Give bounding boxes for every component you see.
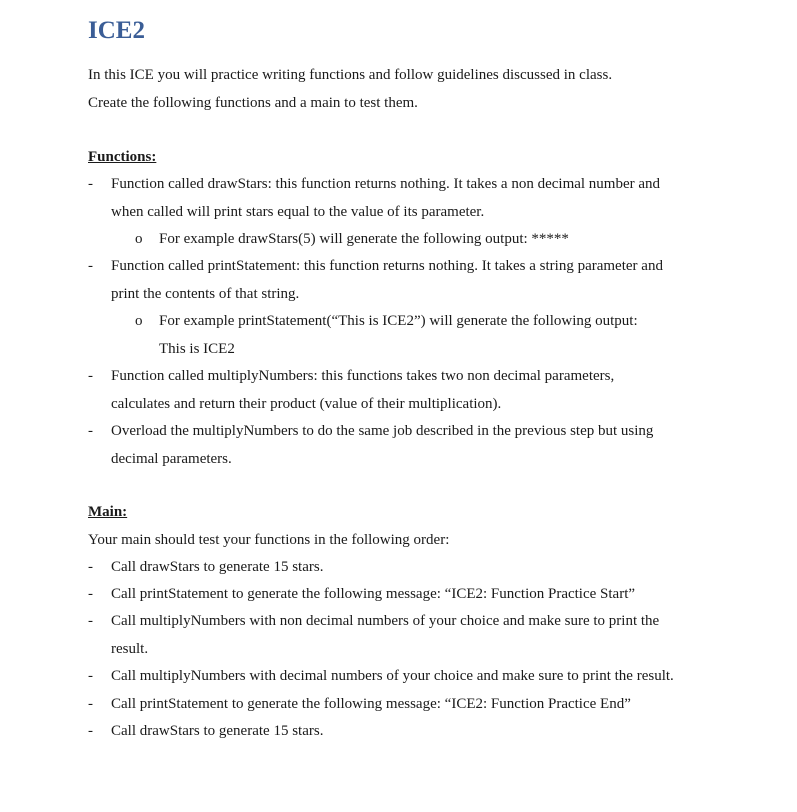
main-heading: Main:	[88, 504, 128, 520]
bullet-marker: -	[88, 258, 93, 274]
list-item-line: when called will print stars equal to the value of its parameter.	[111, 204, 485, 220]
bullet-marker: -	[88, 176, 93, 192]
sub-item-line: For example printStatement(“This is ICE2”) will generate the following output:	[159, 313, 638, 329]
bullet-marker: -	[88, 668, 93, 684]
list-item-line: Call drawStars to generate 15 stars.	[111, 723, 324, 739]
intro-line: In this ICE you will practice writing functions and follow guidelines discussed in class.	[88, 67, 613, 83]
sub-item-line: For example drawStars(5) will generate the following output: *****	[159, 231, 569, 247]
list-item-line: Function called multiplyNumbers: this functions takes two non decimal parameters,	[111, 368, 615, 384]
bullet-marker: -	[88, 723, 93, 739]
list-item-line: calculates and return their product (value of their multiplication).	[111, 396, 502, 412]
bullet-marker: -	[88, 613, 93, 629]
bullet-marker: -	[88, 423, 93, 439]
bullet-marker: -	[88, 586, 93, 602]
list-item-line: result.	[111, 641, 149, 657]
list-item-line: decimal parameters.	[111, 451, 232, 467]
main-intro: Your main should test your functions in the following order:	[88, 532, 450, 548]
list-item-line: Call printStatement to generate the following message: “ICE2: Function Practice Start”	[111, 586, 636, 602]
list-item-line: Function called drawStars: this function returns nothing. It takes a non decimal number and	[111, 176, 661, 192]
list-item-line: Overload the multiplyNumbers to do the same job described in the previous step but using	[111, 423, 654, 439]
functions-heading: Functions:	[88, 149, 157, 165]
list-item-line: Call multiplyNumbers with non decimal numbers of your choice and make sure to print the	[111, 613, 660, 629]
bullet-marker: -	[88, 368, 93, 384]
list-item-line: Call multiplyNumbers with decimal numbers of your choice and make sure to print the result.	[111, 668, 674, 684]
bullet-marker: -	[88, 696, 93, 712]
page-title: ICE2	[88, 17, 145, 44]
list-item-line: Call printStatement to generate the following message: “ICE2: Function Practice End”	[111, 696, 631, 712]
list-item-line: Call drawStars to generate 15 stars.	[111, 559, 324, 575]
list-item-line: Function called printStatement: this function returns nothing. It takes a string parameter and	[111, 258, 663, 274]
sub-item-output: This is ICE2	[159, 341, 235, 357]
list-item-line: print the contents of that string.	[111, 286, 300, 302]
intro-line: Create the following functions and a main to test them.	[88, 95, 418, 111]
bullet-marker: -	[88, 559, 93, 575]
sub-bullet-marker: o	[135, 313, 143, 329]
sub-bullet-marker: o	[135, 231, 143, 247]
